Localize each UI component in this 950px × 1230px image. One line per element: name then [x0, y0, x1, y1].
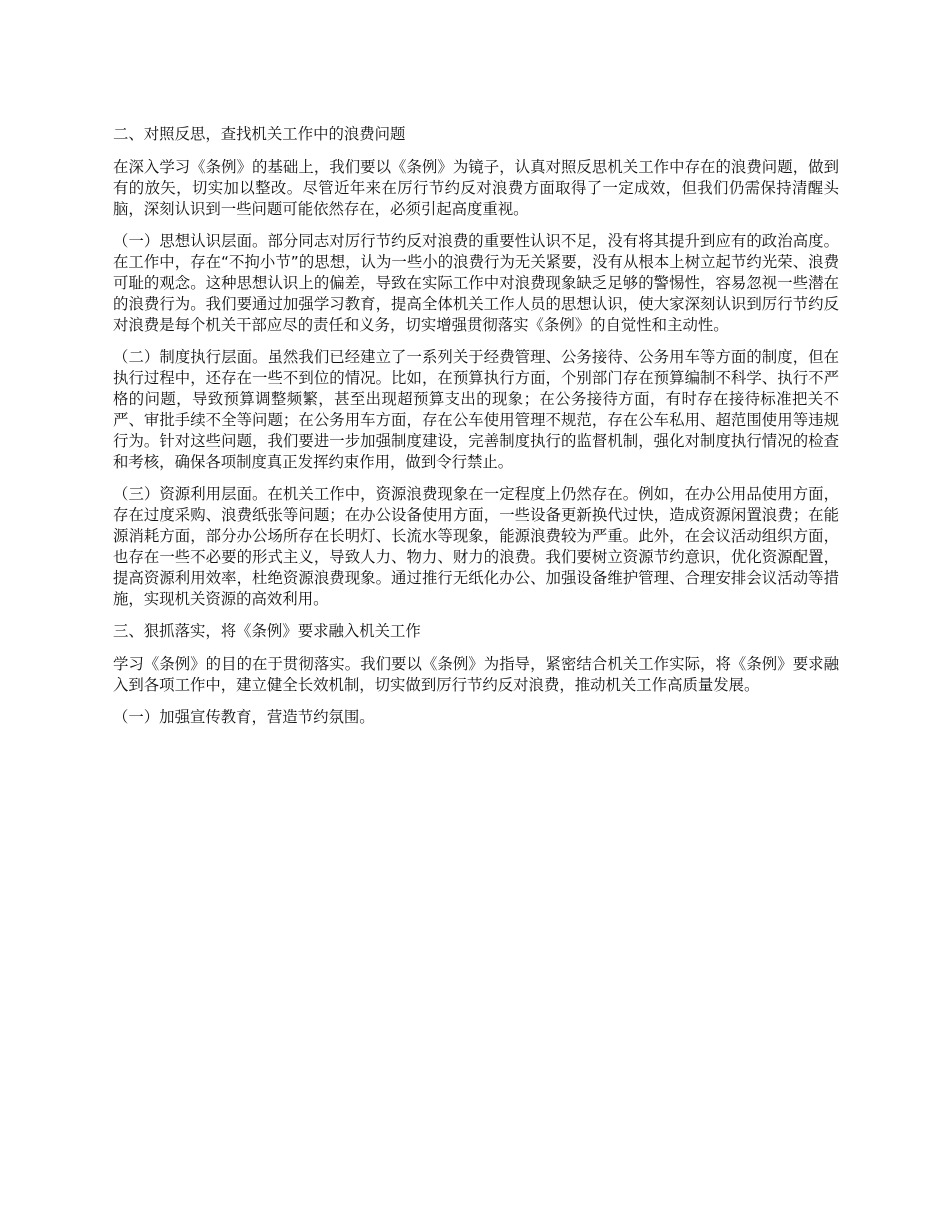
section-2-item-1-paragraph: （一）思想认识层面。部分同志对厉行节约反对浪费的重要性认识不足，没有将其提升到应有的政治高度。在工作中，存在“不拘小节”的思想，认为一些小的浪费行为无关紧要，没有从根本上树立起节约光荣、浪费可耻的观念。这种思想认识上的偏差，导致在实际工作中对浪费现象缺乏足够的警惕性，容易忽视一些潜在的浪费行为。我们要通过加强学习教育，提高全体机关工作人员的思想认识，使大家深刻认识到厉行节约反对浪费是每个机关干部应尽的责任和义务，切实增强贯彻落实《条例》的自觉性和主动性。: [113, 232, 839, 334]
section-2-item-3-paragraph: （三）资源利用层面。在机关工作中，资源浪费现象在一定程度上仍然存在。例如，在办公用品使用方面，存在过度采购、浪费纸张等问题；在办公设备使用方面，一些设备更新换代过快，造成资源闲置浪费；在能源消耗方面，部分办公场所存在长明灯、长流水等现象，能源浪费较为严重。此外，在会议活动组织方面，也存在一些不必要的形式主义，导致人力、物力、财力的浪费。我们要树立资源节约意识，优化资源配置，提高资源利用效率，杜绝资源浪费现象。通过推行无纸化办公、加强设备维护管理、合理安排会议活动等措施，实现机关资源的高效利用。: [113, 485, 839, 608]
section-2-item-2-paragraph: （二）制度执行层面。虽然我们已经建立了一系列关于经费管理、公务接待、公务用车等方面的制度，但在执行过程中，还存在一些不到位的情况。比如，在预算执行方面，个别部门存在预算编制不科学、执行不严格的问题，导致预算调整频繁，甚至出现超预算支出的现象；在公务接待方面，有时存在接待标准把关不严、审批手续不全等问题；在公务用车方面，存在公车使用管理不规范，存在公车私用、超范围使用等违规行为。针对这些问题，我们要进一步加强制度建设，完善制度执行的监督机制，强化对制度执行情况的检查和考核，确保各项制度真正发挥约束作用，做到令行禁止。: [113, 348, 839, 471]
section-heading-2: 二、对照反思，查找机关工作中的浪费问题: [113, 125, 406, 143]
section-3-item-1-paragraph: （一）加强宣传教育，营造节约氛围。: [113, 708, 375, 726]
section-heading-3: 三、狠抓落实，将《条例》要求融入机关工作: [113, 622, 421, 640]
section-3-intro-paragraph: 学习《条例》的目的在于贯彻落实。我们要以《条例》为指导，紧密结合机关工作实际，将《条例》要求融入到各项工作中，建立健全长效机制，切实做到厉行节约反对浪费，推动机关工作高质量发展。: [113, 655, 839, 694]
section-2-intro-paragraph: 在深入学习《条例》的基础上，我们要以《条例》为镜子，认真对照反思机关工作中存在的浪费问题，做到有的放矢，切实加以整改。尽管近年来在厉行节约反对浪费方面取得了一定成效，但我们仍需保持清醒头脑，深刻认识到一些问题可能依然存在，必须引起高度重视。: [113, 158, 839, 218]
document-page: [113, 124, 839, 739]
